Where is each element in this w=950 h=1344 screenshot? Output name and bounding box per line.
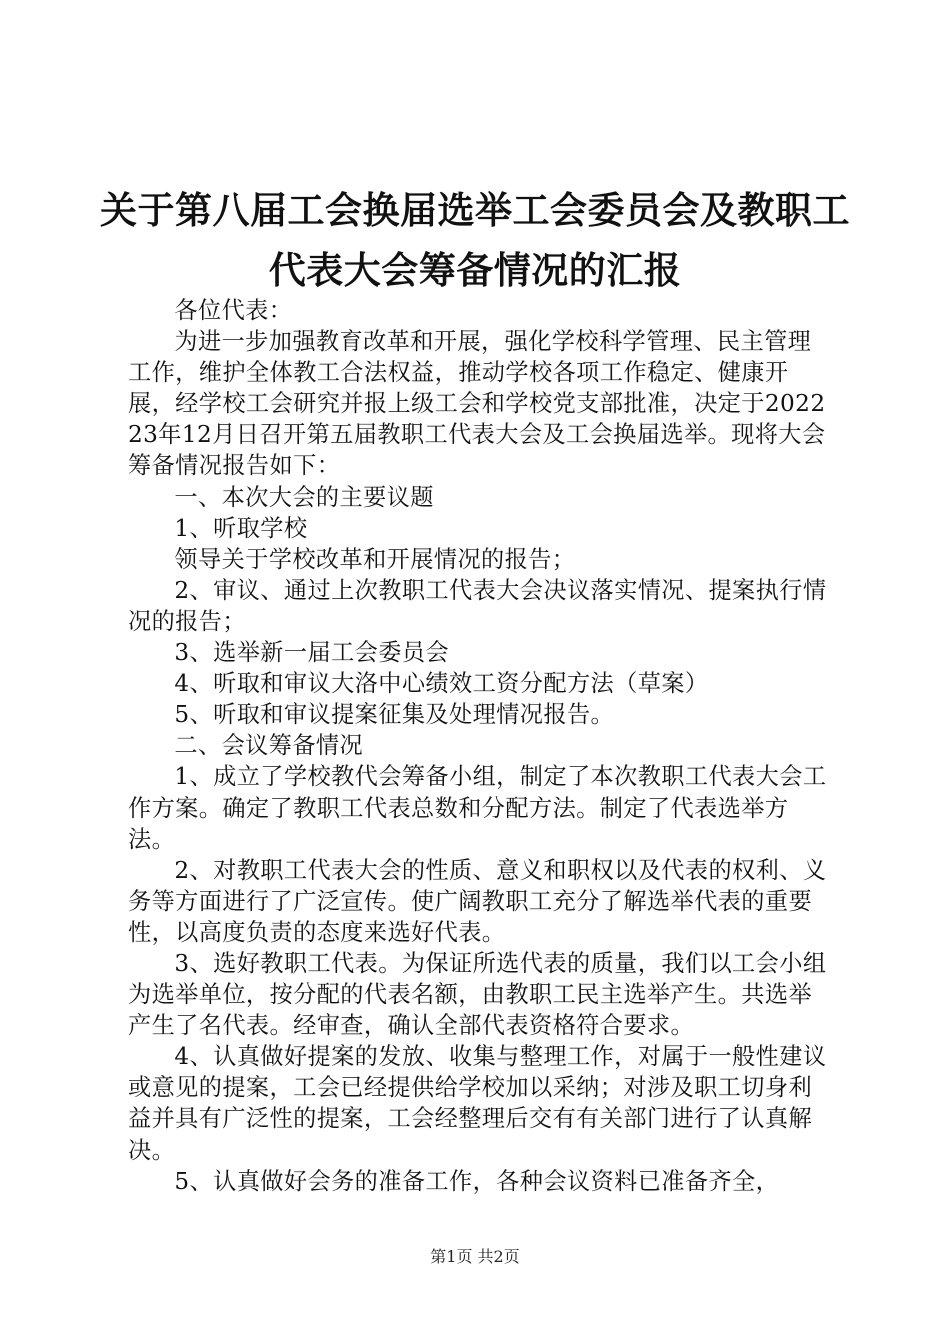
agenda-item: 4、听取和审议大洛中心绩效工资分配方法（草案） <box>174 670 709 698</box>
salutation: 各位代表： <box>174 297 293 324</box>
document-title-line-2: 代表大会筹备情况的汇报 <box>268 248 682 292</box>
agenda-item-continued: 领导关于学校改革和开展情况的报告； <box>174 545 576 573</box>
preparation-item: 4、认真做好提案的发放、收集与整理工作，对属于一般性建议或意见的提案，工会已经提供给学校加以采纳；对涉及职工切身利益并具有广泛性的提案，工会经整理后交有有关部门进行了认真解决。 <box>128 1043 827 1164</box>
preparation-item: 5、认真做好会务的准备工作，各种会议资料已准备齐全， <box>174 1167 780 1195</box>
page-number-footer: 第1页 共2页 <box>430 1247 520 1266</box>
document-body <box>128 295 828 1197</box>
intro-paragraph: 为进一步加强教育改革和开展，强化学校科学管理、民主管理工作，维护全体教工合法权益，推动学校各项工作稳定、健康开展，经学校工会研究并报上级工会和学校党支部批准，决定于202223年12月日召开第五届教职工代表大会及工会换届选举。现将大会筹备情况报告如下： <box>128 328 826 480</box>
agenda-item: 3、选举新一届工会委员会 <box>174 639 450 667</box>
preparation-item: 2、对教职工代表大会的性质、意义和职权以及代表的权利、义务等方面进行了广泛宣传。使广阔教职工充分了解选举代表的重要性，以高度负责的态度来选好代表。 <box>128 856 827 946</box>
preparation-item: 1、成立了学校教代会筹备小组，制定了本次教职工代表大会工作方案。确定了教职工代表总数和分配方法。制定了代表选举方法。 <box>128 763 827 853</box>
agenda-item: 1、听取学校 <box>174 514 308 542</box>
section-heading-preparation: 二、会议筹备情况 <box>174 732 364 760</box>
section-heading-agenda: 一、本次大会的主要议题 <box>174 483 434 511</box>
agenda-item: 2、审议、通过上次教职工代表大会决议落实情况、提案执行情况的报告； <box>128 576 827 635</box>
document-title-line-1: 关于第八届工会换届选举工会委员会及教职工 <box>100 188 850 232</box>
preparation-item: 3、选好教职工代表。为保证所选代表的质量，我们以工会小组为选举单位，按分配的代表名额，由教职工民主选举产生。共选举产生了名代表。经审查，确认全部代表资格符合要求。 <box>128 949 827 1040</box>
agenda-item: 5、听取和审议提案征集及处理情况报告。 <box>174 701 615 729</box>
